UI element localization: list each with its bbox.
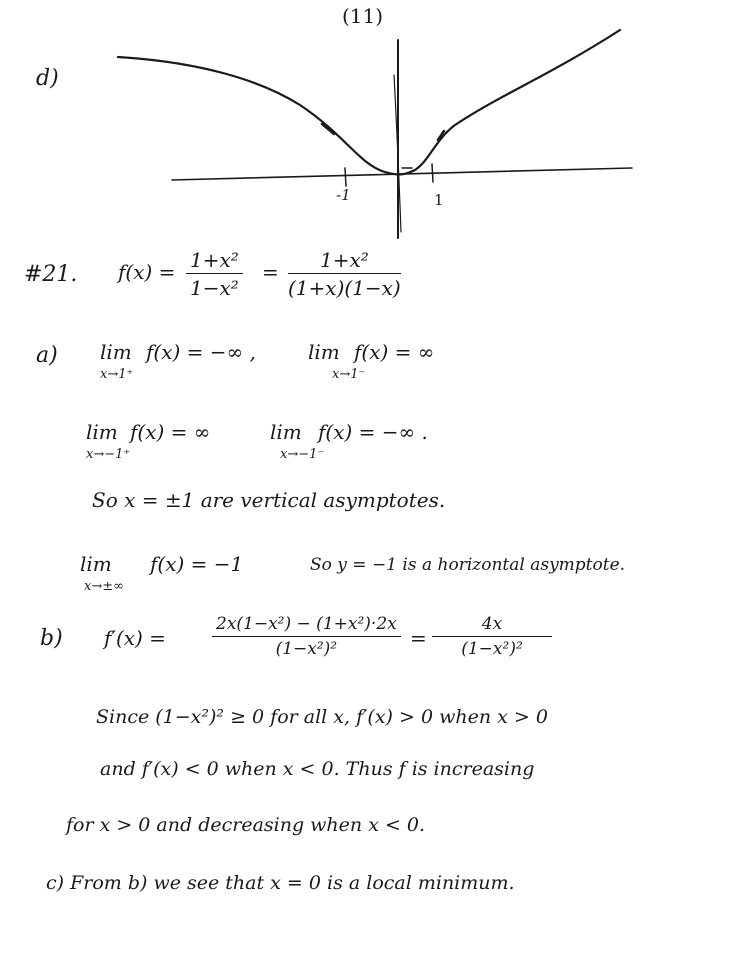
limit-5-word: lim bbox=[80, 552, 112, 576]
graph-tick-label-pos: 1 bbox=[434, 191, 444, 209]
page-number: (11) bbox=[342, 4, 384, 28]
part-a-label: a) bbox=[36, 343, 58, 368]
part-b-line-1: Since (1−x²)² ≥ 0 for all x, f′(x) > 0 when x > 0 bbox=[96, 706, 548, 728]
function-denominator-2: (1+x)(1−x) bbox=[288, 276, 401, 300]
function-equals: = bbox=[262, 260, 279, 284]
limit-4-subscript: x→−1⁻ bbox=[280, 447, 325, 462]
part-b-label: b) bbox=[40, 626, 63, 651]
limit-3-subscript: x→−1⁺ bbox=[86, 447, 131, 462]
derivative-denominator-2: (1−x²)² bbox=[461, 639, 523, 659]
derivative-fraction-2 bbox=[432, 616, 552, 658]
vertical-asymptote-text: So x = ±1 are vertical asymptotes. bbox=[92, 488, 446, 512]
limit-4-word: lim bbox=[270, 420, 302, 444]
problem-number: #21. bbox=[24, 262, 78, 287]
limit-5-subscript: x→±∞ bbox=[84, 579, 124, 594]
limit-1-subscript: x→1⁺ bbox=[100, 367, 134, 382]
limit-2-word: lim bbox=[308, 340, 340, 364]
graph-part-label: d) bbox=[36, 66, 59, 91]
limit-2-subscript: x→1⁻ bbox=[332, 367, 366, 382]
function-numerator-2: 1+x² bbox=[288, 250, 401, 274]
derivative-equals: = bbox=[410, 626, 427, 650]
part-b-line-3: for x > 0 and decreasing when x < 0. bbox=[66, 814, 426, 836]
limit-4-expression: f(x) = −∞ . bbox=[318, 420, 428, 444]
limit-2-expression: f(x) = ∞ bbox=[354, 340, 435, 364]
limit-3-expression: f(x) = ∞ bbox=[130, 420, 211, 444]
limit-3-word: lim bbox=[86, 420, 118, 444]
part-c-text: c) From b) we see that x = 0 is a local minimum. bbox=[46, 872, 515, 894]
derivative-fraction-1 bbox=[212, 616, 401, 658]
limit-5-expression: f(x) = −1 bbox=[150, 552, 244, 576]
horizontal-asymptote-text: So y = −1 is a horizontal asymptote. bbox=[310, 555, 626, 575]
derivative-numerator-2: 4x bbox=[432, 616, 552, 637]
limit-1-expression: f(x) = −∞ , bbox=[146, 340, 256, 364]
function-lhs: f(x) = bbox=[118, 260, 176, 284]
limit-1-word: lim bbox=[100, 340, 132, 364]
graph-tick-neg bbox=[345, 168, 346, 186]
derivative-numerator-1: 2x(1−x²) − (1+x²)·2x bbox=[212, 616, 401, 637]
derivative-denominator-1: (1−x²)² bbox=[275, 639, 338, 659]
function-fraction-2 bbox=[288, 250, 401, 298]
graph-tick-pos bbox=[432, 164, 433, 182]
derivative-lhs: f′(x) = bbox=[104, 626, 166, 650]
function-fraction-1 bbox=[186, 250, 243, 298]
graph-tick-label-neg: -1 bbox=[336, 186, 351, 204]
function-numerator-1: 1+x² bbox=[186, 250, 243, 274]
part-b-line-2: and f′(x) < 0 when x < 0. Thus f is increasing bbox=[100, 758, 535, 780]
function-denominator-1: 1−x² bbox=[190, 276, 239, 300]
graph-curve bbox=[118, 30, 620, 174]
